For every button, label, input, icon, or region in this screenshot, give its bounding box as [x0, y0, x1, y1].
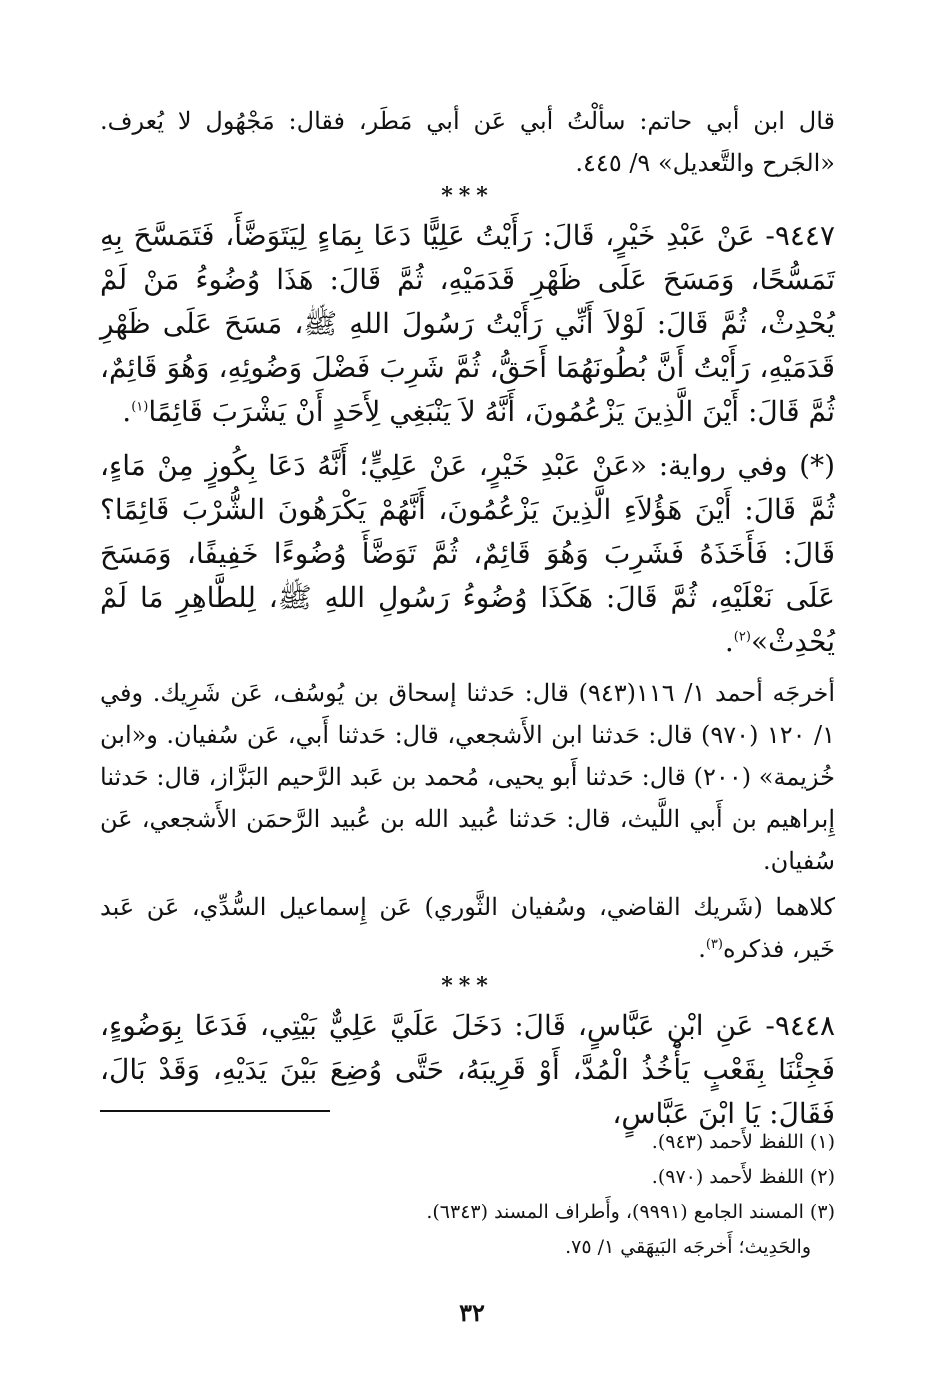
page-body [100, 100, 835, 1136]
section-separator: *** [441, 973, 494, 999]
footnote-2: (٢) اللفظ لأَحمد (٩٧٠). [651, 1166, 835, 1188]
kilahuma-paragraph [100, 886, 835, 970]
hadith-9447-text: ٩٤٤٧- عَنْ عَبْدِ خَيْرٍ، قَالَ: رَأَيْتُ عَلِيًّا دَعَا بِمَاءٍ لِيَتَوَضَّأَ، فَتَمَسَّحَ بِهِ تَمَسُّحًا، وَمَسَحَ عَلَى ظَهْرِ قَدَمَيْهِ، ثُمَّ قَالَ: هَذَا وُضُوءُ مَنْ لَمْ يُحْدِثْ، ثُمَّ قَالَ: لَوْلاَ أَنِّي رَأَيْتُ رَسُولَ اللهِ ﷺ، مَسَحَ عَلَى ظَهْرِ قَدَمَيْهِ، رَأَيْتُ أَنَّ بُطُونَهُمَا أَحَقُّ، ثُمَّ شَرِبَ فَضْلَ وَضُوئِهِ، وَهُوَ قَائِمٌ، ثُمَّ قَالَ: أَيْنَ الَّذِينَ يَزْعُمُونَ، أَنَّهُ لاَ يَنْبَغِي لِأَحَدٍ أَنْ يَشْرَبَ قَائِمًا [100, 219, 835, 428]
section-separator: *** [441, 183, 494, 209]
footnote-divider [100, 1110, 330, 1112]
riwaya-paragraph [100, 444, 835, 664]
riwaya-end: . [724, 625, 734, 658]
footnote-ref-1: (١) [131, 399, 149, 415]
commentary-paragraph: قال ابن أبي حاتم: سألْتُ أبي عَن أبي مَطَر، فقال: مَجْهُول لا يُعرف. «الجَرح والتَّعديل» ٩/ ٤٤٥. [100, 107, 835, 177]
footnotes [100, 1125, 835, 1265]
footnote-ref-3: (٣) [705, 937, 723, 952]
hadith-9447-end: . [122, 395, 132, 428]
footnote-1: (١) اللفظ لأَحمد (٩٤٣). [651, 1131, 835, 1153]
hadith-9447-paragraph [100, 214, 835, 434]
footnote-3: (٣) المسند الجامع (٩٩٩١)، وأَطراف المسند (٦٣٤٣). [426, 1201, 835, 1223]
kilahuma-text: كلاهما (شَريك القاضي، وسُفيان الثَّوري) عَن إِسماعيل السُّدِّي، عَن عَبد خَير، فذكره [100, 893, 835, 963]
page-number: ٣٢ [459, 1298, 485, 1327]
footnote-ref-2: (٢) [733, 629, 751, 645]
footnote-3-continuation: والحَدِيث؛ أَخرجَه البَيهَقي ١/ ٧٥. [565, 1236, 811, 1258]
hadith-9448-paragraph: ٩٤٤٨- عَنِ ابْنِ عَبَّاسٍ، قَالَ: دَخَلَ عَلَيَّ عَلِيٌّ بَيْتِي، فَدَعَا بِوَضُوءٍ، فَجِئْنَا بِقَعْبٍ يَأْخُذُ الْمُدَّ، أَوْ قَرِيبَهُ، حَتَّى وُضِعَ بَيْنَ يَدَيْهِ، وَقَدْ بَالَ، فَقَالَ: يَا ابْنَ عَبَّاسٍ، [100, 1009, 835, 1130]
takhrij-paragraph: أخرجَه أحمد ١/ ١١٦(٩٤٣) قال: حَدثنا إسحاق بن يُوسُف، عَن شَرِيك. وفي ١/ ١٢٠ (٩٧٠) قال: حَدثنا ابن الأَشجعي، قال: حَدثنا أَبي، عَن سُفيان. و«ابن خُزيمة» (٢٠٠) قال: حَدثنا أَبو يحيى، مُحمد بن عَبد الرَّحيم البَزَّاز، قال: حَدثنا إِبراهيم بن أَبي اللَّيث، قال: حَدثنا عُبيد الله بن عُبيد الرَّحمَن الأَشجعي، عَن سُفيان. [100, 679, 836, 875]
kilahuma-end: . [698, 935, 706, 963]
riwaya-text: (*) وفي رواية: «عَنْ عَبْدِ خَيْرٍ، عَنْ عَلِيٍّ؛ أَنَّهُ دَعَا بِكُوزٍ مِنْ مَاءٍ، ثُمَّ قَالَ: أَيْنَ هَؤُلاَءِ الَّذِينَ يَزْعُمُونَ، أَنَّهُمْ يَكْرَهُونَ الشُّرْبَ قَائِمًا؟ قَالَ: فَأَخَذَهُ فَشَرِبَ وَهُوَ قَائِمٌ، ثُمَّ تَوَضَّأَ وُضُوءًا خَفِيفًا، وَمَسَحَ عَلَى نَعْلَيْهِ، ثُمَّ قَالَ: هَكَذَا وُضُوءُ رَسُولِ اللهِ ﷺ، لِلطَّاهِرِ مَا لَمْ يُحْدِثْ» [100, 449, 835, 658]
